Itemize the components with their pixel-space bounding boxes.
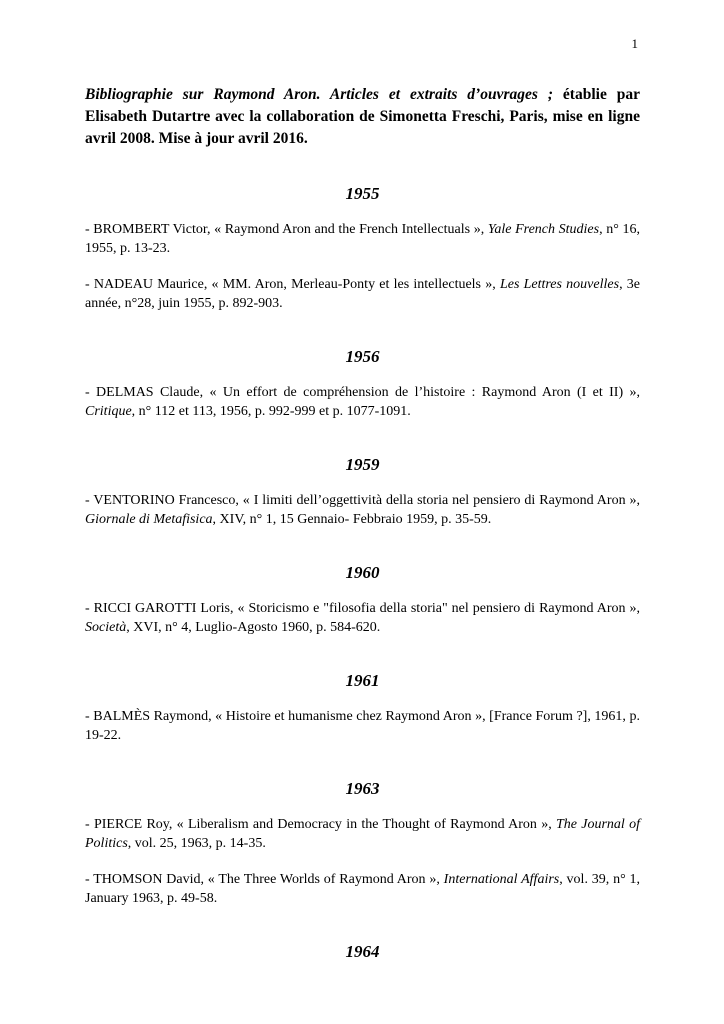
- journal-title: Giornale di Metafisica: [85, 512, 213, 527]
- document-title-italic-part: Bibliographie sur Raymond Aron. Articles et extraits d’ouvrages ;: [85, 86, 553, 103]
- bibliography-entry: [85, 220, 640, 258]
- bibliography-entry: [85, 815, 640, 853]
- bibliography-entry: [85, 707, 640, 745]
- year-heading: 1964: [345, 942, 380, 961]
- bibliography-entry: [85, 870, 640, 908]
- entry-text: - THOMSON David, « The Three Worlds of Raymond Aron »,: [85, 872, 444, 887]
- entry-text: , vol. 25, 1963, p. 14-35.: [127, 836, 266, 851]
- journal-title: Les Lettres nouvelles: [499, 277, 620, 292]
- entry-text: - PIERCE Roy, « Liberalism and Democracy in the Thought of Raymond Aron »,: [85, 817, 556, 832]
- document-title: [85, 84, 640, 150]
- entry-text: , n° 16, 1955, p. 13-23.: [85, 222, 640, 256]
- entry-text: , vol. 39, n° 1, January 1963, p. 49-58.: [85, 872, 640, 906]
- bibliography-entry: [85, 275, 640, 313]
- entry-text: , XVI, n° 4, Luglio-Agosto 1960, p. 584-620.: [126, 620, 381, 635]
- entry-text: , 3e année, n°28, juin 1955, p. 892-903.: [85, 277, 640, 311]
- year-heading: 1961: [345, 671, 380, 690]
- year-heading: 1959: [345, 455, 380, 474]
- year-heading: 1955: [345, 184, 380, 203]
- journal-title: Critique: [85, 404, 132, 419]
- journal-title: The Journal of Politics: [85, 817, 640, 851]
- year-heading: 1960: [345, 563, 380, 582]
- bibliography-entry: [85, 599, 640, 637]
- entry-text: - NADEAU Maurice, « MM. Aron, Merleau-Ponty et les intellectuels »,: [85, 277, 500, 292]
- entry-text: , n° 112 et 113, 1956, p. 992-999 et p. 1077-1091.: [131, 404, 411, 419]
- entry-text: , XIV, n° 1, 15 Gennaio- Febbraio 1959, p. 35-59.: [212, 512, 492, 527]
- year-heading: 1956: [345, 347, 380, 366]
- page-number: 1: [631, 36, 638, 51]
- journal-title: Yale French Studies: [487, 222, 600, 237]
- bibliography-entry: [85, 383, 640, 421]
- entry-text: - BALMÈS Raymond, « Histoire et humanisme chez Raymond Aron », [France Forum ?], 1961, p. 19-22.: [85, 709, 640, 743]
- journal-title: Società: [85, 620, 127, 635]
- bibliography-sections: [85, 184, 640, 962]
- bibliography-entry: [85, 491, 640, 529]
- journal-title: International Affairs: [443, 872, 560, 887]
- entry-text: - DELMAS Claude, « Un effort de compréhension de l’histoire : Raymond Aron (I et II) »,: [85, 385, 640, 400]
- entry-text: - RICCI GAROTTI Loris, « Storicismo e "filosofia della storia" nel pensiero di Raymond Aron »,: [85, 601, 640, 616]
- entry-text: - BROMBERT Victor, « Raymond Aron and the French Intellectuals »,: [85, 222, 488, 237]
- document-title-regular-part: établie par Elisabeth Dutartre avec la collaboration de Simonetta Freschi, Paris, mise en ligne avril 2008. Mise à jour avril 2016.: [85, 86, 640, 147]
- entry-text: - VENTORINO Francesco, « I limiti dell’oggettività della storia nel pensiero di Raymond Aron »,: [85, 493, 640, 508]
- year-heading: 1963: [345, 779, 380, 798]
